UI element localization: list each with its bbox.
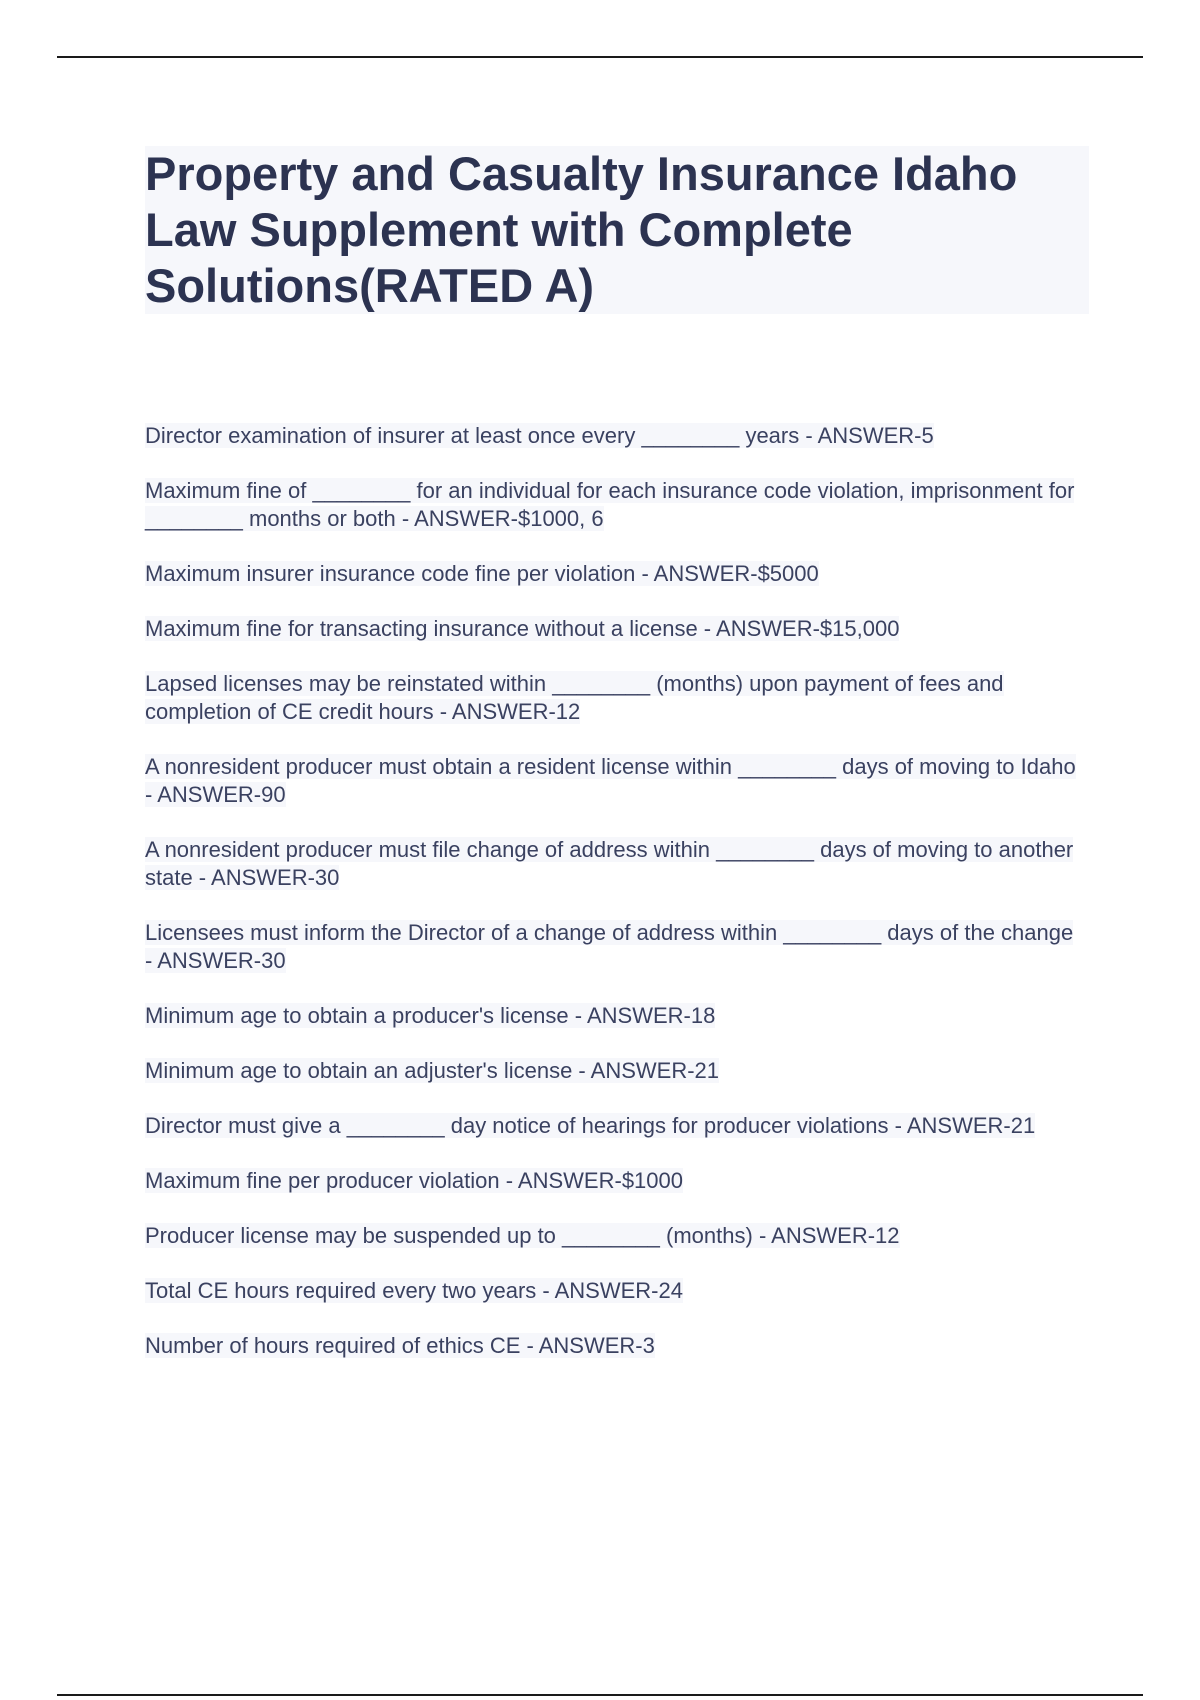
qa-item: Minimum age to obtain an adjuster's license - ANSWER-21 [145, 1058, 720, 1083]
qa-item: Lapsed licenses may be reinstated within ________ (months) upon payment of fees and completion of CE credit hours - ANSWER-12 [145, 671, 1004, 724]
qa-list [145, 422, 1085, 1360]
qa-item: A nonresident producer must file change of address within ________ days of moving to another state - ANSWER-30 [145, 837, 1074, 890]
qa-item: Maximum fine of ________ for an individual for each insurance code violation, imprisonment for ________ months or both - ANSWER-$1000, 6 [145, 478, 1075, 531]
qa-item: Minimum age to obtain a producer's license - ANSWER-18 [145, 1003, 716, 1028]
qa-item: Maximum fine for transacting insurance without a license - ANSWER-$15,000 [145, 616, 900, 641]
top-rule [57, 56, 1143, 58]
qa-item: Number of hours required of ethics CE - ANSWER-3 [145, 1333, 655, 1358]
qa-item: Producer license may be suspended up to ________ (months) - ANSWER-12 [145, 1223, 900, 1248]
bottom-rule [57, 1694, 1143, 1696]
qa-item: Licensees must inform the Director of a change of address within ________ days of the change - ANSWER-30 [145, 920, 1074, 973]
qa-item: Maximum fine per producer violation - ANSWER-$1000 [145, 1168, 684, 1193]
qa-item: Total CE hours required every two years - ANSWER-24 [145, 1278, 683, 1303]
qa-item: Director must give a ________ day notice of hearings for producer violations - ANSWER-21 [145, 1113, 1036, 1138]
title-block [145, 146, 1089, 314]
qa-item: Maximum insurer insurance code fine per violation - ANSWER-$5000 [145, 561, 819, 586]
qa-item: Director examination of insurer at least once every ________ years - ANSWER-5 [145, 423, 934, 448]
document-title: Property and Casualty Insurance Idaho Law Supplement with Complete Solutions(RATED A) [145, 147, 1018, 312]
qa-item: A nonresident producer must obtain a resident license within ________ days of moving to Idaho - ANSWER-90 [145, 754, 1076, 807]
